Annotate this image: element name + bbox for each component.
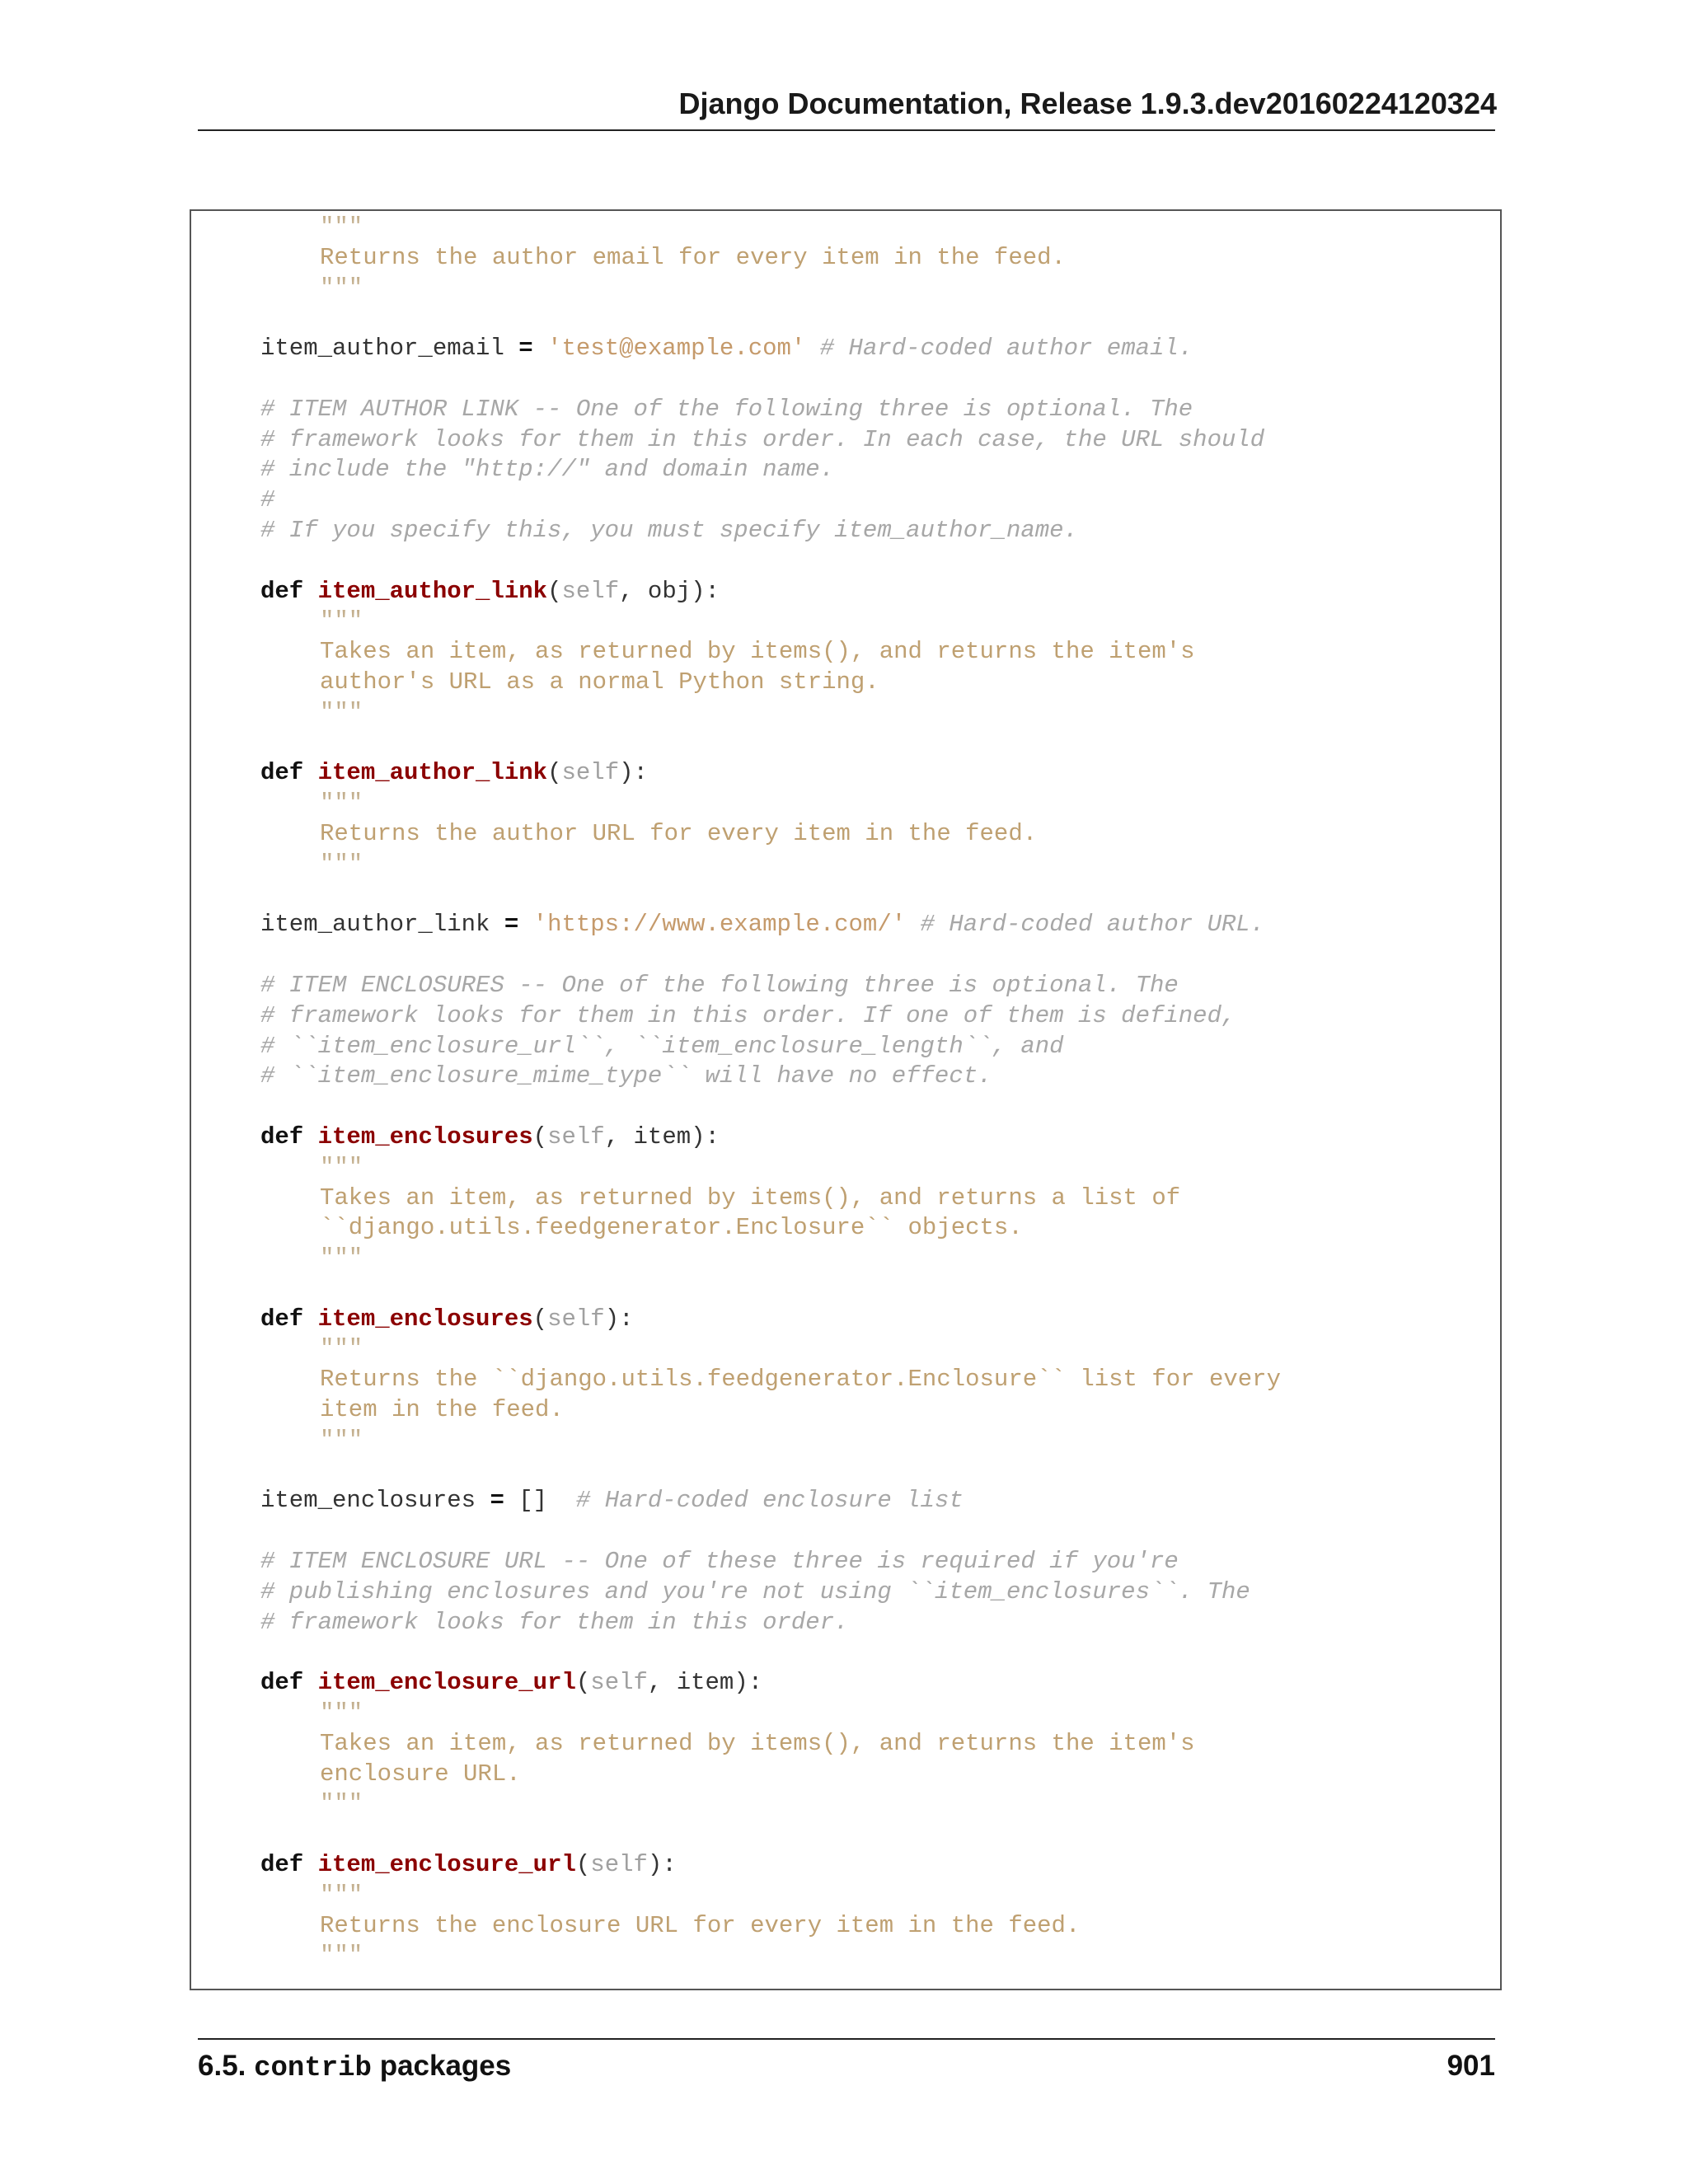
docstring-quotes: """ <box>320 1335 363 1363</box>
code-line <box>191 274 1500 304</box>
code-comment: # ITEM ENCLOSURES -- One of the following three is optional. The <box>260 971 1179 999</box>
code-lines <box>191 213 1500 1971</box>
code-line <box>191 455 1500 485</box>
code-blank-line <box>191 1638 1500 1668</box>
code-line <box>191 607 1500 637</box>
code-self: self <box>590 1851 648 1879</box>
code-operator: = <box>518 335 533 363</box>
code-line: def item_author_link(self, obj): <box>260 577 720 605</box>
docstring-text: enclosure URL. <box>320 1760 521 1788</box>
docstring-text: Takes an item, as returned by items(), and returns the item's <box>320 1729 1195 1757</box>
code-self: self <box>561 759 620 787</box>
code-line <box>191 425 1500 456</box>
code-blank-line <box>191 1274 1500 1305</box>
code-identifier: item_author_email <box>260 335 504 363</box>
code-line <box>191 910 1500 940</box>
docstring-text: ``django.utils.feedgenerator.Enclosure`` objects. <box>320 1214 1023 1242</box>
code-identifier: item_author_link <box>260 911 490 939</box>
docstring-quotes: """ <box>320 790 363 818</box>
code-line <box>191 1881 1500 1911</box>
code-args: , item): <box>604 1122 720 1151</box>
code-line: def item_author_link(self): <box>260 759 648 787</box>
code-line <box>191 395 1500 425</box>
docstring-quotes: """ <box>320 1881 363 1909</box>
code-comment: # framework looks for them in this order. <box>260 1608 849 1636</box>
footer-section-number: 6.5. <box>198 2050 246 2082</box>
code-value: [] <box>518 1487 548 1515</box>
code-line <box>191 1365 1500 1395</box>
code-line <box>191 1577 1500 1608</box>
code-blank-line <box>191 1456 1500 1487</box>
code-keyword: def <box>260 759 304 787</box>
docstring-text: author's URL as a normal Python string. <box>320 668 879 696</box>
code-blank-line <box>191 364 1500 395</box>
code-line <box>191 1426 1500 1456</box>
code-line <box>191 1547 1500 1577</box>
code-comment: # <box>260 486 275 514</box>
docstring-quotes: """ <box>320 607 363 635</box>
code-comment: # publishing enclosures and you're not using ``item_enclosures``. The <box>260 1577 1250 1605</box>
docstring-quotes: """ <box>320 1153 363 1181</box>
header-rule <box>198 129 1495 131</box>
code-line <box>191 1608 1500 1638</box>
code-identifier: item_enclosures <box>260 1487 476 1515</box>
code-line: def item_enclosures(self): <box>260 1305 634 1333</box>
footer-section-code: contrib <box>254 2053 372 2084</box>
code-comment: # include the "http://" and domain name. <box>260 456 835 484</box>
code-line: def item_enclosure_url(self): <box>260 1851 677 1879</box>
code-blank-line <box>191 303 1500 334</box>
docstring-text: Takes an item, as returned by items(), and returns the item's <box>320 638 1195 666</box>
code-string: 'https://www.example.com/' <box>532 911 907 939</box>
code-line <box>191 971 1500 1001</box>
code-self: self <box>547 1122 605 1151</box>
code-blank-line <box>191 1516 1500 1547</box>
code-function-name: item_enclosures <box>317 1122 533 1151</box>
code-function-name: item_author_link <box>317 577 548 605</box>
docstring-quotes: """ <box>320 1426 363 1454</box>
code-blank-line <box>191 546 1500 577</box>
footer-section-title <box>198 2049 511 2086</box>
code-comment: # ``item_enclosure_mime_type`` will have no effect. <box>260 1062 992 1090</box>
code-line <box>191 1334 1500 1365</box>
code-operator: = <box>504 911 519 939</box>
code-line <box>191 485 1500 516</box>
docstring-quotes: """ <box>320 698 363 726</box>
docstring-text: item in the feed. <box>320 1396 564 1424</box>
code-line: def item_enclosure_url(self, item): <box>260 1669 763 1697</box>
code-line <box>191 1213 1500 1244</box>
code-comment: # ITEM ENCLOSURE URL -- One of these three is required if you're <box>260 1548 1179 1576</box>
docstring-quotes: """ <box>320 1790 363 1818</box>
footer-rule <box>198 2038 1495 2040</box>
code-comment: # ``item_enclosure_url``, ``item_enclosure_length``, and <box>260 1032 1064 1060</box>
code-line <box>191 1001 1500 1032</box>
code-string: 'test@example.com' <box>547 335 806 363</box>
code-comment: # framework looks for them in this order. If one of them is defined, <box>260 1001 1236 1029</box>
code-line <box>191 334 1500 364</box>
code-keyword: def <box>260 1305 304 1333</box>
code-block <box>190 209 1502 1990</box>
code-comment: # ITEM AUTHOR LINK -- One of the following three is optional. The <box>260 395 1193 423</box>
code-line <box>191 819 1500 850</box>
page-header-title: Django Documentation, Release 1.9.3.dev20160224120324 <box>678 87 1497 120</box>
docstring-text: Takes an item, as returned by items(), and returns a list of <box>320 1183 1181 1212</box>
code-function-name: item_author_link <box>317 759 548 787</box>
code-line <box>191 213 1500 243</box>
code-function-name: item_enclosure_url <box>317 1669 576 1697</box>
code-args: , item): <box>647 1669 763 1697</box>
code-line: def item_enclosures(self, item): <box>260 1122 720 1151</box>
code-line <box>191 243 1500 274</box>
code-line <box>191 1699 1500 1729</box>
docstring-quotes: """ <box>320 1942 363 1970</box>
code-comment: # Hard-coded author URL. <box>920 911 1265 939</box>
code-line <box>191 1244 1500 1274</box>
docstring-text: Returns the ``django.utils.feedgenerator.Enclosure`` list for every <box>320 1366 1281 1394</box>
code-line <box>191 1760 1500 1790</box>
code-comment: # If you specify this, you must specify item_author_name. <box>260 516 1078 544</box>
code-line <box>191 850 1500 880</box>
code-line <box>191 668 1500 698</box>
code-keyword: def <box>260 577 304 605</box>
code-comment: # Hard-coded enclosure list <box>575 1487 964 1515</box>
code-function-name: item_enclosures <box>317 1305 533 1333</box>
code-args: ): <box>647 1851 677 1879</box>
footer-section-rest: packages <box>379 2050 512 2082</box>
code-line <box>191 1486 1500 1516</box>
code-line <box>191 789 1500 819</box>
code-line <box>191 1395 1500 1426</box>
code-blank-line <box>191 1820 1500 1850</box>
code-line <box>191 516 1500 546</box>
code-line <box>191 1911 1500 1942</box>
docstring-quotes: """ <box>320 274 363 302</box>
code-line <box>191 1062 1500 1092</box>
footer-page-number: 901 <box>1447 2050 1495 2082</box>
code-keyword: def <box>260 1669 304 1697</box>
code-line <box>191 1941 1500 1971</box>
code-blank-line <box>191 1092 1500 1122</box>
docstring-text: Returns the author URL for every item in the feed. <box>320 819 1038 847</box>
code-blank-line <box>191 880 1500 911</box>
docstring-text: Returns the enclosure URL for every item in the feed. <box>320 1911 1081 1939</box>
code-comment: # Hard-coded author email. <box>819 335 1193 363</box>
code-line <box>191 1789 1500 1820</box>
docstring-quotes: """ <box>320 1699 363 1727</box>
code-line <box>191 1729 1500 1760</box>
code-args: ): <box>604 1305 634 1333</box>
code-blank-line <box>191 940 1500 971</box>
code-line <box>191 1032 1500 1062</box>
code-line <box>191 637 1500 668</box>
code-args: ): <box>619 759 648 787</box>
code-comment: # framework looks for them in this order. In each case, the URL should <box>260 425 1265 453</box>
code-line <box>191 1183 1500 1214</box>
code-keyword: def <box>260 1851 304 1879</box>
docstring-quotes: """ <box>320 213 363 241</box>
code-function-name: item_enclosure_url <box>317 1851 576 1879</box>
docstring-quotes: """ <box>320 850 363 878</box>
code-args: , obj): <box>619 577 720 605</box>
code-self: self <box>590 1669 648 1697</box>
code-line <box>191 698 1500 729</box>
code-self: self <box>547 1305 605 1333</box>
code-line <box>191 1153 1500 1183</box>
code-self: self <box>561 577 620 605</box>
code-operator: = <box>490 1487 504 1515</box>
docstring-quotes: """ <box>320 1244 363 1272</box>
code-keyword: def <box>260 1122 304 1151</box>
docstring-text: Returns the author email for every item in the feed. <box>320 243 1066 271</box>
code-blank-line <box>191 729 1500 759</box>
